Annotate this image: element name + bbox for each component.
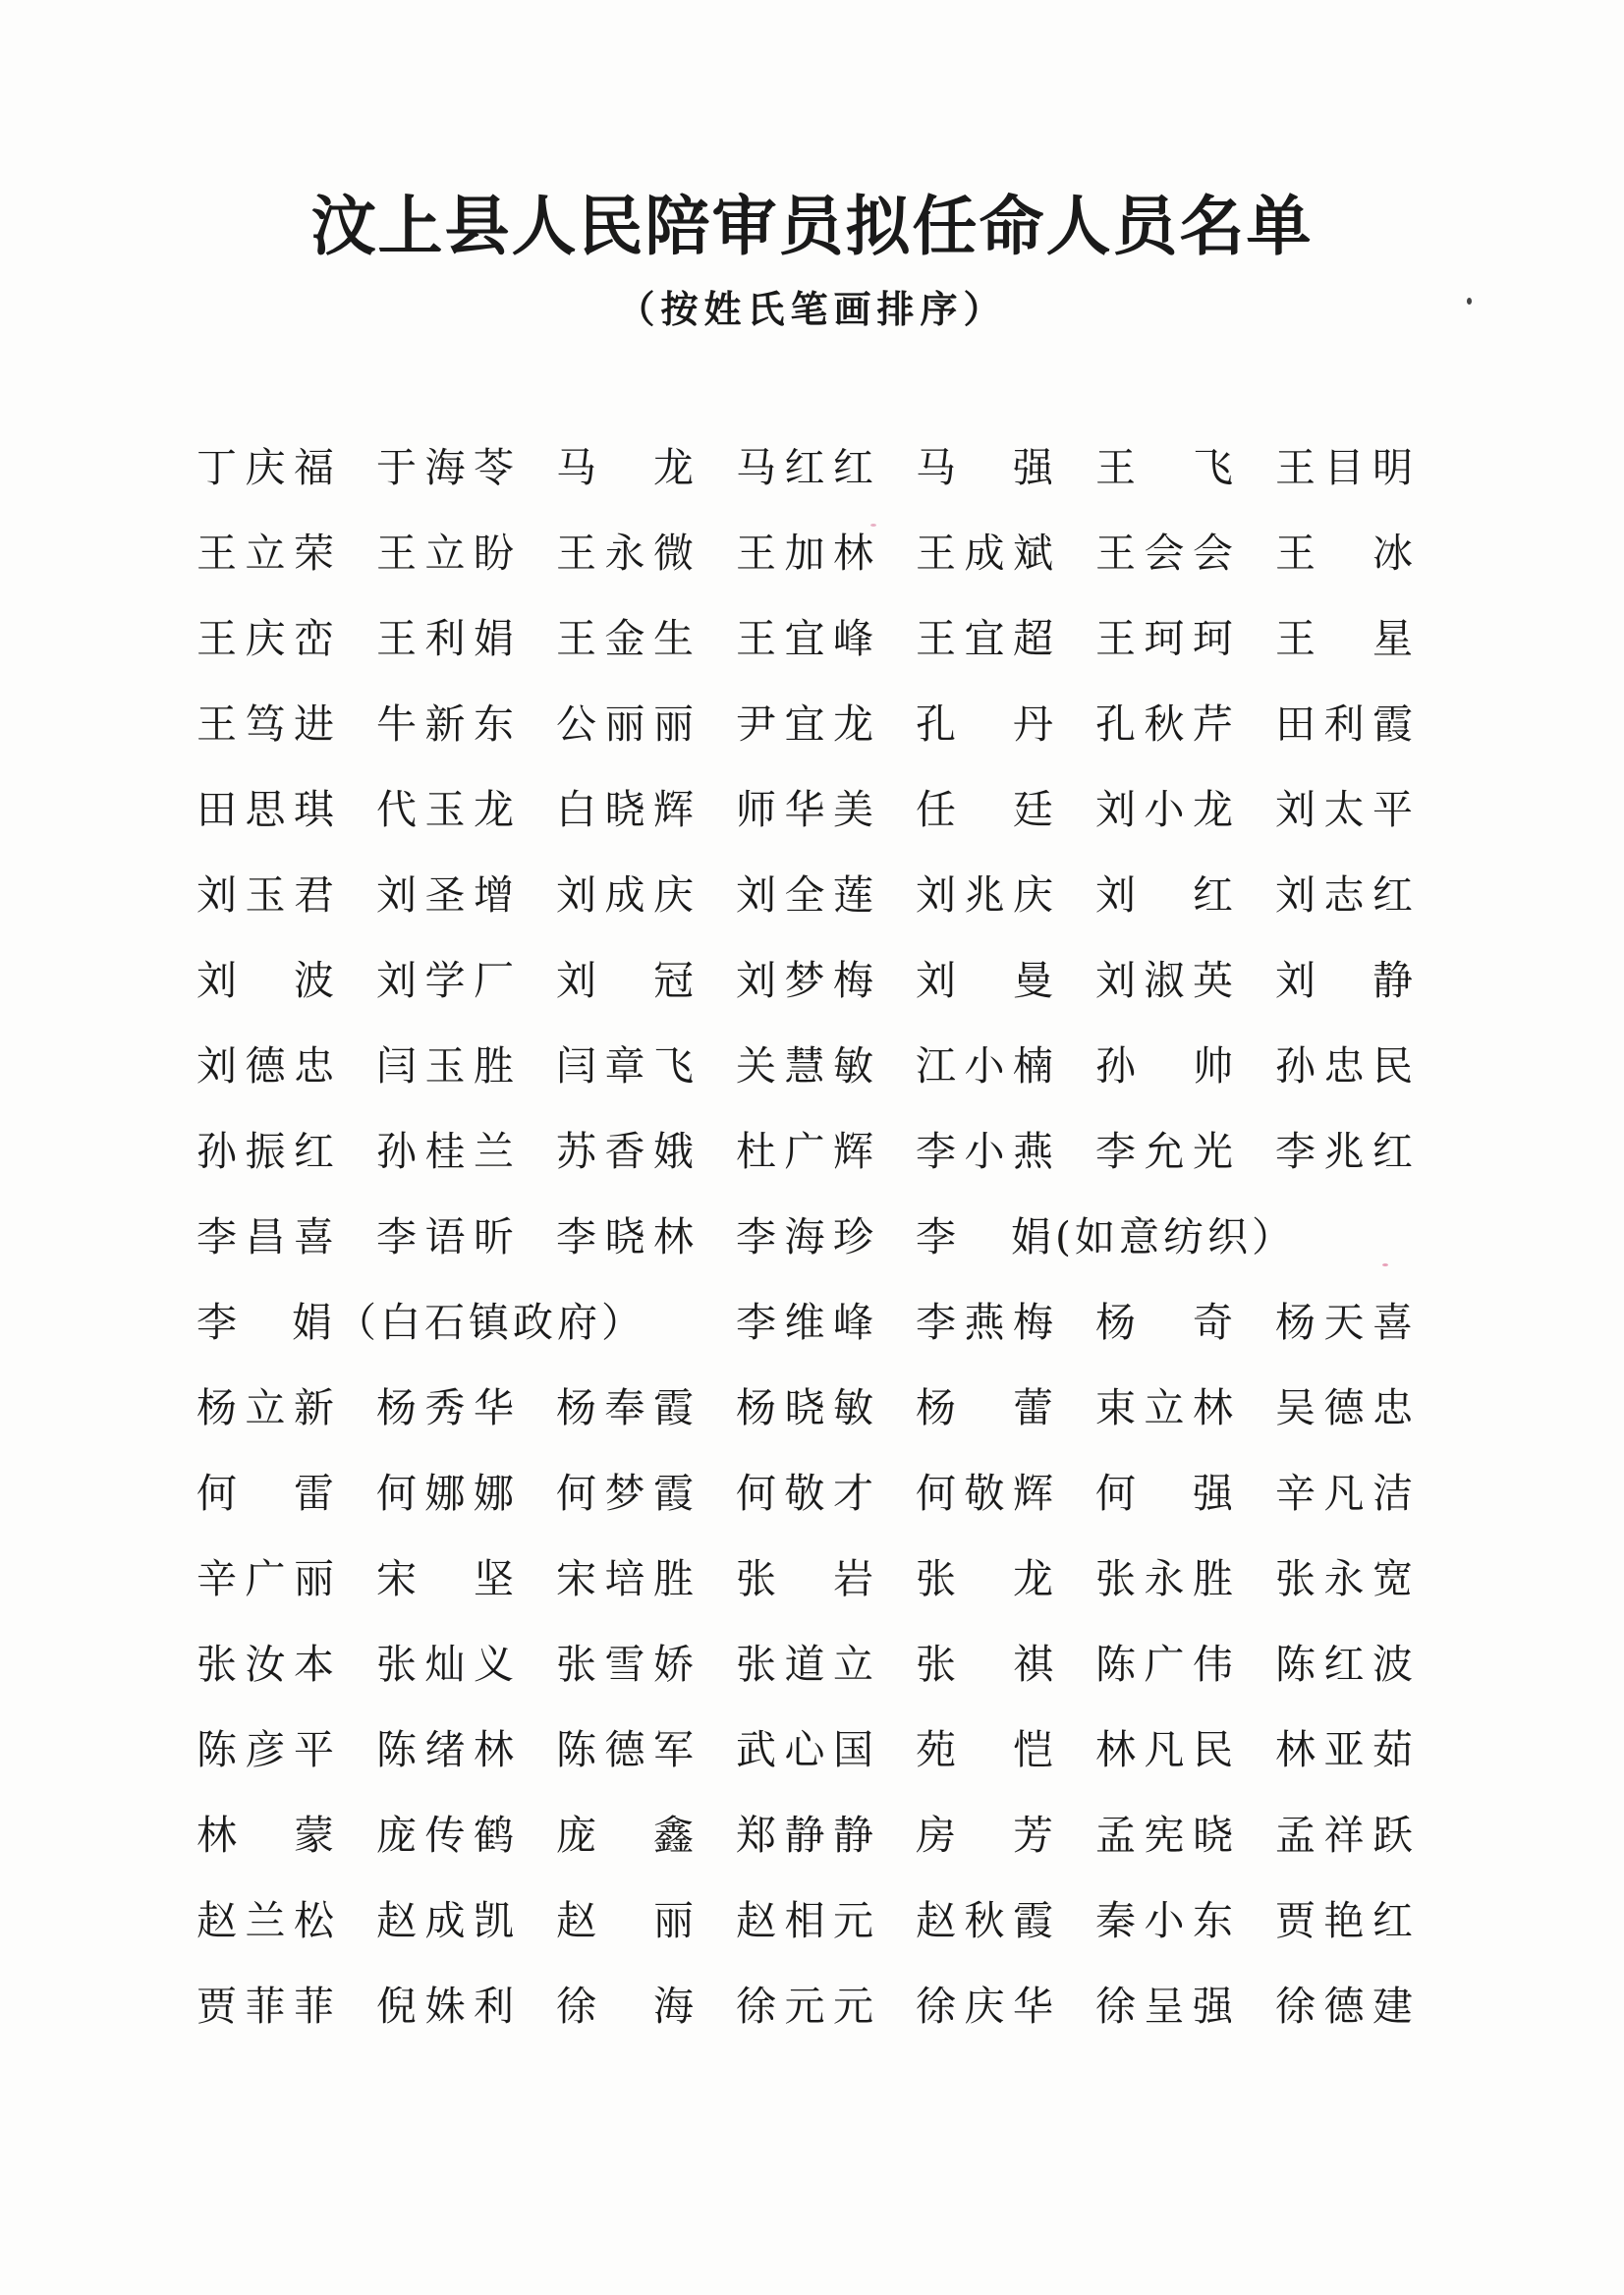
name-entry: 赵 秋 霞 [916,1897,1053,1944]
name-entry: 白 晓 辉 [556,786,694,833]
name-entry: 林 凡 民 [1095,1726,1233,1773]
name-entry: 何 梦 霞 [556,1470,694,1517]
name-entry: 田 利 霞 [1275,700,1413,748]
name-row [196,524,1434,609]
name-row [196,1806,1434,1891]
name-entry: 王 笃 进 [196,700,334,748]
name-entry: 何 敬 才 [736,1470,873,1517]
name-entry: 张 汝 本 [196,1641,334,1688]
name-entry: 刘 冠 [556,957,694,1004]
name-entry: 王 加 林 [736,530,873,577]
name-entry: 赵 兰 松 [196,1897,334,1944]
name-entry: 倪 姝 利 [376,1983,514,2030]
name-entry: 刘 志 红 [1275,871,1413,919]
name-entry: 宋 培 胜 [556,1555,694,1602]
name-entry: 孟 祥 跃 [1275,1812,1413,1859]
name-entry: 孙 振 红 [196,1128,334,1175]
name-entry: 宋 坚 [376,1555,514,1602]
name-row [196,438,1434,524]
name-row [196,1293,1434,1378]
name-entry: 庞 鑫 [556,1812,694,1859]
name-entry: 徐 庆 华 [916,1983,1053,2030]
name-entry: 苏 香 娥 [556,1128,694,1175]
name-entry: 王 立 荣 [196,530,334,577]
name-entry: 刘 红 [1095,871,1233,919]
name-entry: 辛 凡 洁 [1275,1470,1413,1517]
name-entry: 郑 静 静 [736,1812,873,1859]
name-entry: 刘 小 龙 [1095,786,1233,833]
name-entry: 武 心 国 [736,1726,873,1773]
name-entry: 关 慧 敏 [736,1042,873,1090]
name-entry: 杨 奇 [1095,1299,1233,1346]
name-entry: 李 小 燕 [916,1128,1053,1175]
name-entry: 于 海 苓 [376,444,514,491]
name-entry: 刘 兆 庆 [916,871,1053,919]
name-row [196,866,1434,951]
name-entry: 刘 成 庆 [556,871,694,919]
name-entry: 赵 相 元 [736,1897,873,1944]
name-row [196,1378,1434,1464]
name-entry: 师 华 美 [736,786,873,833]
name-row [196,1036,1434,1122]
name-entry: 杨 秀 华 [376,1384,514,1431]
name-entry: 孔 丹 [916,700,1053,748]
name-entry: 王 金 生 [556,615,694,662]
name-entry: 何 娜 娜 [376,1470,514,1517]
name-row [196,1977,1434,2062]
name-row [196,1891,1434,1977]
name-entry: 孟 宪 晓 [1095,1812,1233,1859]
name-row [196,1635,1434,1720]
name-entry: 徐 海 [556,1983,694,2030]
name-entry: 陈 绪 林 [376,1726,514,1773]
name-entry: 丁 庆 福 [196,444,334,491]
name-entry: 陈 广 伟 [1095,1641,1233,1688]
name-entry: 李 娟 ( 如 意 纺 织 ） [916,1213,1292,1260]
name-entry: 王 冰 [1275,530,1413,577]
name-row [196,1464,1434,1549]
name-entry: 王 飞 [1095,444,1233,491]
name-entry: 庞 传 鹤 [376,1812,514,1859]
name-entry: 李 兆 红 [1275,1128,1413,1175]
name-entry: 李 海 珍 [736,1213,873,1260]
name-entry: 赵 丽 [556,1897,694,1944]
name-entry: 何 雷 [196,1470,334,1517]
name-entry: 王 星 [1275,615,1413,662]
name-entry: 马 龙 [556,444,694,491]
name-entry: 王 宜 超 [916,615,1053,662]
name-entry: 刘 静 [1275,957,1413,1004]
name-entry: 闫 章 飞 [556,1042,694,1090]
name-entry: 李 语 昕 [376,1213,514,1260]
name-entry: 李 允 光 [1095,1128,1233,1175]
name-entry: 林 亚 茹 [1275,1726,1413,1773]
name-entry: 李 燕 梅 [916,1299,1053,1346]
name-entry: 孙 帅 [1095,1042,1233,1090]
name-entry: 苑 恺 [916,1726,1053,1773]
name-entry: 刘 梦 梅 [736,957,873,1004]
scan-speck [870,524,876,527]
name-entry: 刘 玉 君 [196,871,334,919]
name-row [196,695,1434,780]
name-entry: 孙 忠 民 [1275,1042,1413,1090]
name-entry: 孔 秋 芹 [1095,700,1233,748]
name-entry: 刘 淑 英 [1095,957,1233,1004]
name-entry: 刘 全 莲 [736,871,873,919]
name-entry: 何 敬 辉 [916,1470,1053,1517]
name-entry: 王 永 微 [556,530,694,577]
name-entry: 代 玉 龙 [376,786,514,833]
name-entry: 徐 德 建 [1275,1983,1413,2030]
name-entry: 杨 奉 霞 [556,1384,694,1431]
name-entry: 杨 天 喜 [1275,1299,1413,1346]
name-row [196,1207,1434,1293]
name-entry: 刘 波 [196,957,334,1004]
scan-speck [1382,1263,1388,1266]
name-entry: 江 小 楠 [916,1042,1053,1090]
name-entry: 杨 立 新 [196,1384,334,1431]
name-entry: 公 丽 丽 [556,700,694,748]
name-entry: 张 雪 娇 [556,1641,694,1688]
name-entry: 陈 彦 平 [196,1726,334,1773]
name-entry: 王 立 盼 [376,530,514,577]
name-entry: 王 宜 峰 [736,615,873,662]
document-subtitle: （按姓氏笔画排序） [617,287,1007,331]
name-entry: 林 蒙 [196,1812,334,1859]
name-entry: 李 晓 林 [556,1213,694,1260]
name-entry: 陈 德 军 [556,1726,694,1773]
name-entry: 李 昌 喜 [196,1213,334,1260]
name-entry: 刘 德 忠 [196,1042,334,1090]
name-row [196,1720,1434,1806]
name-entry: 闫 玉 胜 [376,1042,514,1090]
name-entry: 束 立 林 [1095,1384,1233,1431]
name-entry: 刘 曼 [916,957,1053,1004]
scan-speck [1467,298,1472,305]
name-entry: 王 会 会 [1095,530,1233,577]
name-entry: 尹 宜 龙 [736,700,873,748]
name-entry: 张 道 立 [736,1641,873,1688]
name-row [196,780,1434,866]
name-entry: 赵 成 凯 [376,1897,514,1944]
name-entry: 王 利 娟 [376,615,514,662]
name-entry: 田 思 琪 [196,786,334,833]
name-entry: 李 维 峰 [736,1299,873,1346]
name-entry: 杨 蕾 [916,1384,1053,1431]
name-entry: 张 岩 [736,1555,873,1602]
name-entry: 贾 艳 红 [1275,1897,1413,1944]
name-entry: 杨 晓 敏 [736,1384,873,1431]
name-entry: 牛 新 东 [376,700,514,748]
name-entry: 马 红 红 [736,444,873,491]
name-row [196,609,1434,695]
name-row [196,1549,1434,1635]
name-entry: 徐 呈 强 [1095,1983,1233,2030]
name-entry: 马 强 [916,444,1053,491]
name-entry: 张 祺 [916,1641,1053,1688]
name-entry: 张 灿 义 [376,1641,514,1688]
name-entry: 张 龙 [916,1555,1053,1602]
name-entry: 王 珂 珂 [1095,615,1233,662]
name-entry: 何 强 [1095,1470,1233,1517]
name-entry: 张 永 胜 [1095,1555,1233,1602]
name-entry: 徐 元 元 [736,1983,873,2030]
name-entry: 孙 桂 兰 [376,1128,514,1175]
name-entry: 杜 广 辉 [736,1128,873,1175]
document-title: 汶上县人民陪审员拟任命人员名单 [310,188,1314,264]
name-entry: 张 永 宽 [1275,1555,1413,1602]
name-entry: 吴 德 忠 [1275,1384,1413,1431]
name-entry: 秦 小 东 [1095,1897,1233,1944]
name-entry: 任 廷 [916,786,1053,833]
name-entry: 刘 圣 增 [376,871,514,919]
name-entry: 房 芳 [916,1812,1053,1859]
name-row [196,1122,1434,1207]
name-entry: 贾 菲 菲 [196,1983,334,2030]
name-entry: 王 庆 峦 [196,615,334,662]
name-entry: 刘 学 厂 [376,957,514,1004]
name-row [196,951,1434,1036]
name-list [196,438,1434,2062]
name-entry: 陈 红 波 [1275,1641,1413,1688]
name-entry: 刘 太 平 [1275,786,1413,833]
name-entry: 李 娟 （ 白 石 镇 政 府 ） [196,1299,642,1346]
name-entry: 王 成 斌 [916,530,1053,577]
name-entry: 辛 广 丽 [196,1555,334,1602]
name-entry: 王 目 明 [1275,444,1413,491]
